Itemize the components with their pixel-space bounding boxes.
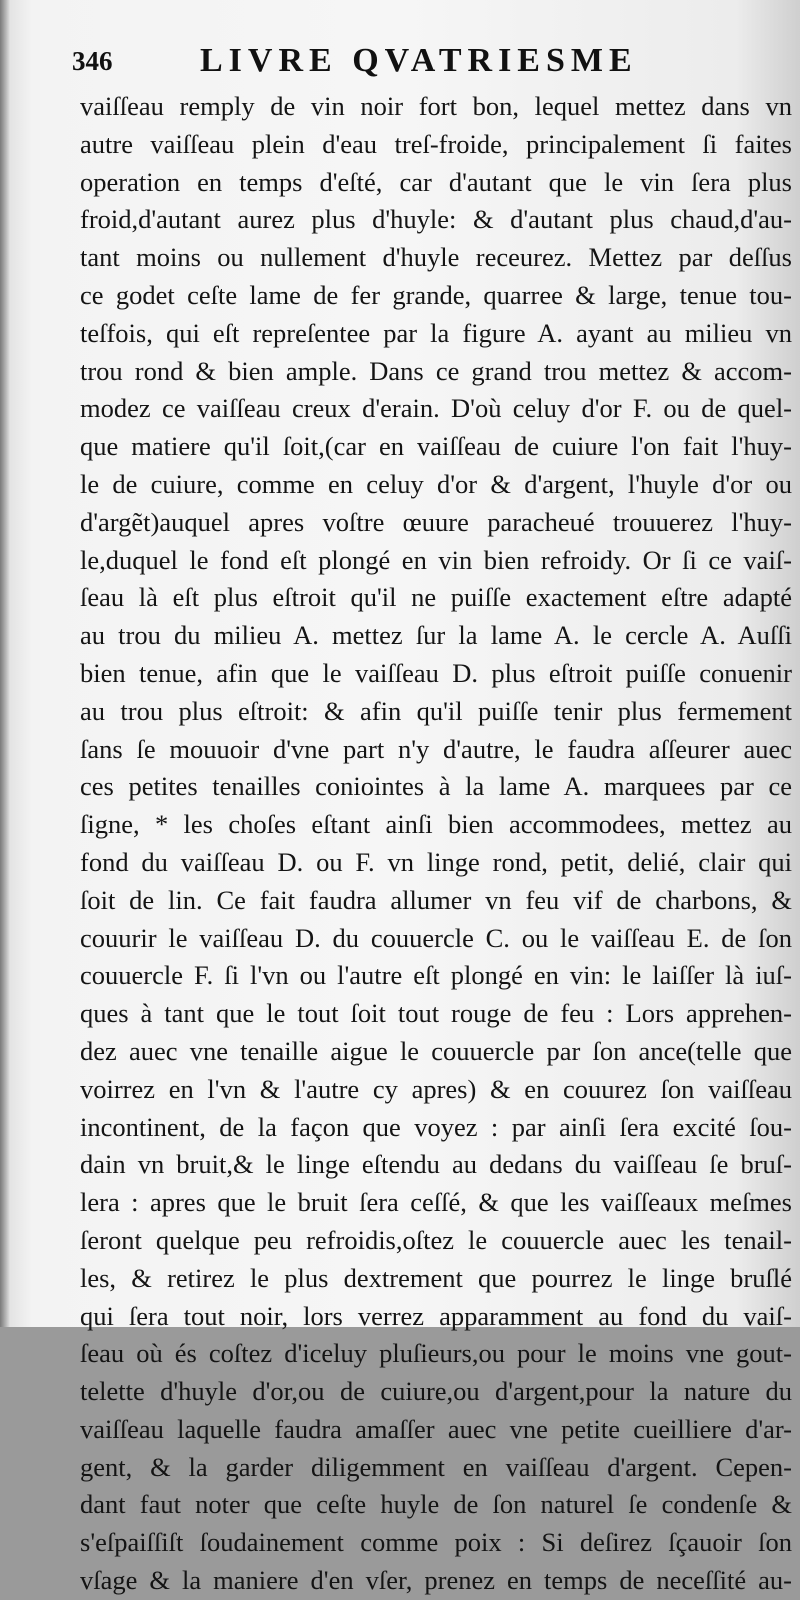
- text-line: vaiſſeau laquelle faudra amaſſer auec vne petite cueilliere d'ar-: [80, 1413, 792, 1444]
- text-line: ce godet ceſte lame de fer grande, quarree & large, tenue tou-: [80, 279, 792, 310]
- text-line: teſfois, qui eſt repreſentee par la figure A. ayant au milieu vn: [80, 317, 792, 348]
- text-line: dez auec vne tenaille aigue le couuercle par ſon ance(telle que: [80, 1035, 792, 1066]
- text-line: vſage & la maniere d'en vſer, prenez en temps de neceſſité au-: [80, 1565, 792, 1596]
- text-line: ques à tant que le tout ſoit tout rouge de feu : Lors apprehen-: [80, 998, 792, 1029]
- text-line: incontinent, de la façon que voyez : par ainſi ſera excité ſou-: [80, 1111, 792, 1142]
- text-line: s'eſpaiſſiſt ſoudainement comme poix : Si deſirez ſçauoir ſon: [80, 1527, 792, 1558]
- text-line: voirrez en l'vn & l'autre cy apres) & en couurez ſon vaiſſeau: [80, 1073, 792, 1104]
- text-line: modez ce vaiſſeau creux d'erain. D'où celuy d'or F. ou de quel-: [80, 393, 792, 424]
- page-header: [72, 40, 772, 86]
- text-line: d'argẽt)auquel apres voſtre œuure paracheué trouuerez l'huy-: [80, 506, 792, 537]
- text-line: couuercle F. ſi l'vn ou l'autre eſt plongé en vin: le laiſſer là iuſ-: [80, 960, 792, 991]
- text-line: les, & retirez le plus dextrement que pourrez le linge bruſlé: [80, 1262, 792, 1293]
- running-head: LIVRE QVATRIESME: [200, 42, 638, 79]
- text-line: ſoit de lin. Ce fait faudra allumer vn feu vif de charbons, &: [80, 884, 792, 915]
- text-line: dant faut noter que ceſte huyle de ſon naturel ſe condenſe &: [80, 1489, 792, 1520]
- text-line: couurir le vaiſſeau D. du couuercle C. ou le vaiſſeau E. de ſon: [80, 922, 792, 953]
- text-line: operation en temps d'eſté, car d'autant que le vin ſera plus: [80, 166, 792, 197]
- text-line: dain vn bruit,& le linge eſtendu au dedans du vaiſſeau ſe bruſ-: [80, 1149, 792, 1180]
- text-line: trou rond & bien ample. Dans ce grand trou mettez & accom-: [80, 355, 792, 386]
- text-line: ſigne, * les choſes eſtant ainſi bien accommodees, mettez au: [80, 809, 792, 840]
- text-line: autre vaiſſeau plein d'eau treſ-froide, principalement ſi faites: [80, 128, 792, 159]
- text-line: qui ſera tout noir, lors verrez apparamment au fond du vaiſ-: [80, 1300, 792, 1331]
- page-gutter-shadow: [0, 0, 10, 1327]
- text-line: ces petites tenailles coniointes à la lame A. marquees par ce: [80, 771, 792, 802]
- body-text: [80, 88, 792, 1600]
- text-line: lera : apres que le bruit ſera ceſſé, & que les vaiſſeaux meſmes: [80, 1187, 792, 1218]
- text-line: ſeau là eſt plus eſtroit qu'il ne puiſſe exactement eſtre adapté: [80, 582, 792, 613]
- text-line: au trou plus eſtroit: & afin qu'il puiſſe tenir plus fermement: [80, 695, 792, 726]
- text-line: fond du vaiſſeau D. ou F. vn linge rond, petit, delié, clair qui: [80, 846, 792, 877]
- text-line: vaiſſeau remply de vin noir fort bon, lequel mettez dans vn: [80, 91, 792, 121]
- text-line: ſeau où és coſtez d'iceluy pluſieurs,ou pour le moins vne gout-: [80, 1338, 792, 1369]
- text-line: froid,d'autant aurez plus d'huyle: & d'autant plus chaud,d'au-: [80, 204, 792, 235]
- text-line: gent, & la garder diligemment en vaiſſeau d'argent. Cepen-: [80, 1451, 792, 1482]
- text-line: au trou du milieu A. mettez ſur la lame A. le cercle A. Auſſi: [80, 620, 792, 651]
- text-line: tant moins ou nullement d'huyle receurez. Mettez par deſſus: [80, 242, 792, 273]
- text-line: que matiere qu'il ſoit,(car en vaiſſeau de cuiure l'on fait l'huy-: [80, 431, 792, 462]
- page-number: 346: [72, 46, 113, 76]
- text-line: bien tenue, afin que le vaiſſeau D. plus eſtroit puiſſe conuenir: [80, 657, 792, 688]
- text-line: telette d'huyle d'or,ou de cuiure,ou d'argent,pour la nature du: [80, 1376, 792, 1407]
- text-line: ſeront quelque peu refroidis,oſtez le couuercle auec les tenail-: [80, 1224, 792, 1255]
- text-line: le,duquel le fond eſt plongé en vin bien refroidy. Or ſi ce vaiſ-: [80, 544, 792, 575]
- text-line: ſans ſe mouuoir d'vne part n'y d'autre, le faudra aſſeurer auec: [80, 733, 792, 764]
- text-line: le de cuiure, comme en celuy d'or & d'argent, l'huyle d'or ou: [80, 468, 792, 499]
